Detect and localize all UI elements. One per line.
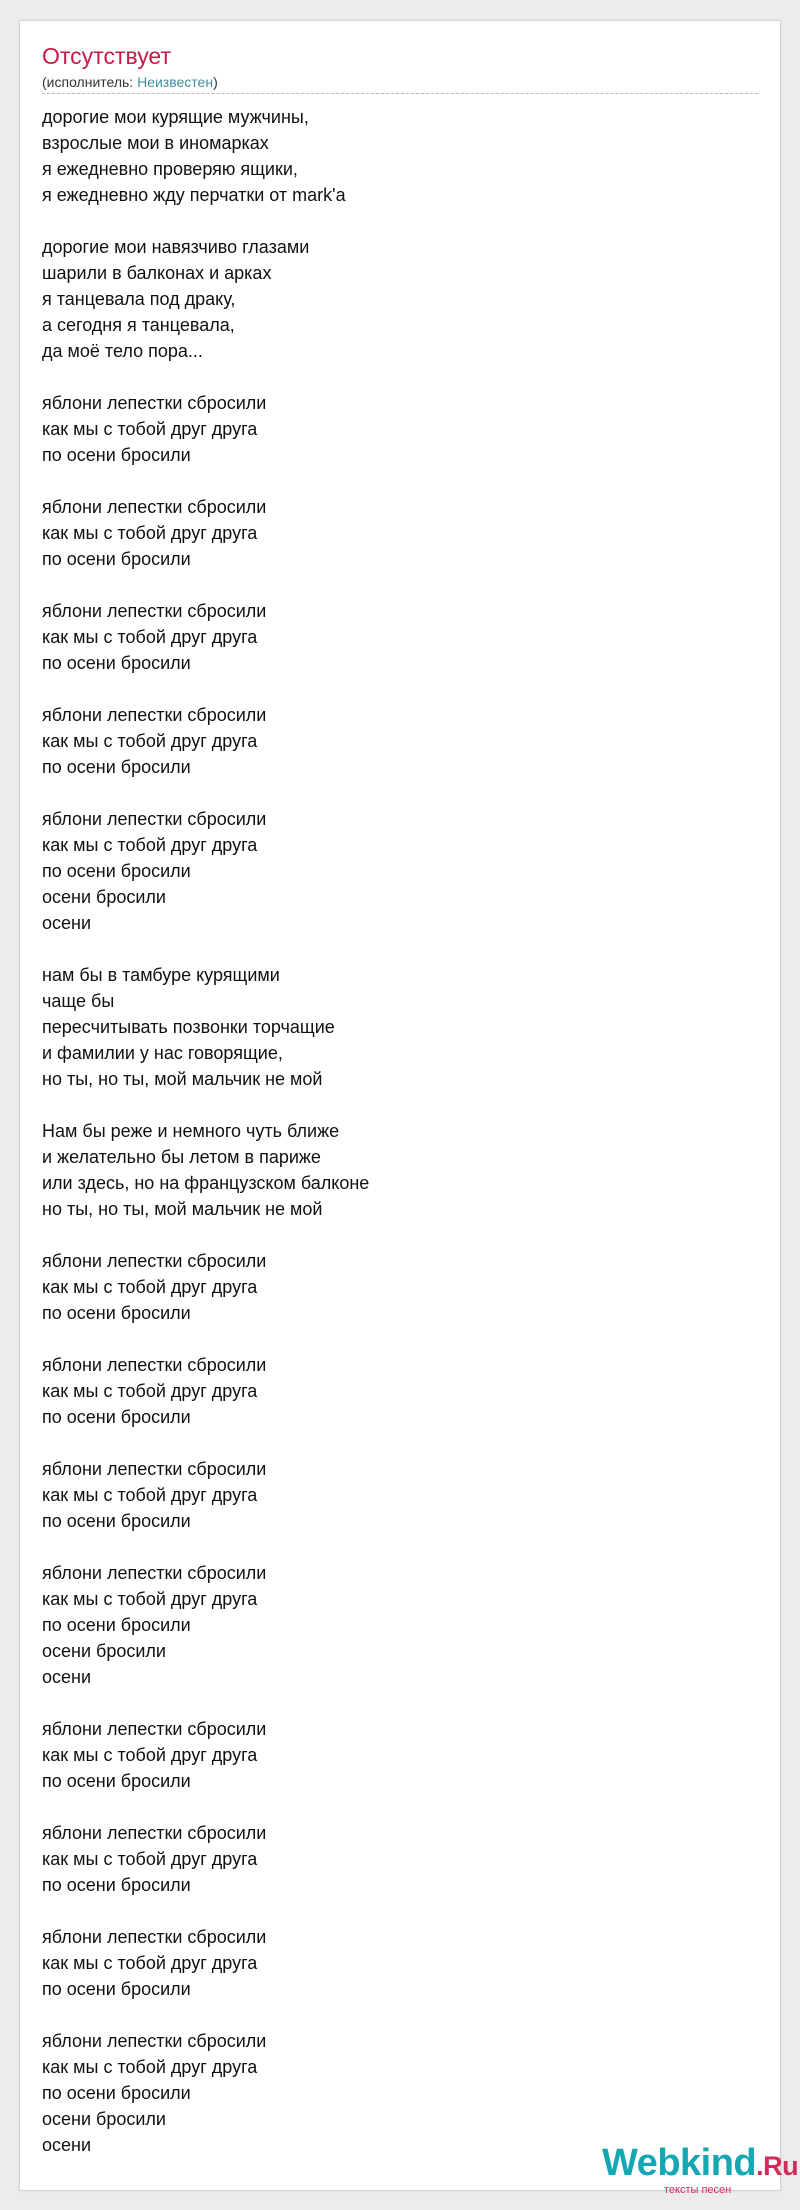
lyrics-line: осени бросили: [42, 887, 166, 907]
lyrics-line: яблони лепестки сбросили: [42, 809, 267, 829]
header-divider: [42, 93, 758, 94]
performer-line: [42, 74, 218, 90]
lyrics-stanza: [42, 962, 742, 1092]
lyrics-line: по осени бросили: [42, 1511, 191, 1531]
lyrics-line: как мы с тобой друг друга: [42, 1485, 258, 1505]
lyrics-stanza: [42, 390, 742, 468]
lyrics-stanza: [42, 1716, 742, 1794]
lyrics-line: яблони лепестки сбросили: [42, 1251, 267, 1271]
lyrics-line: но ты, но ты, мой мальчик не мой: [42, 1199, 323, 1219]
lyrics-line: по осени бросили: [42, 445, 191, 465]
lyrics-line: яблони лепестки сбросили: [42, 1719, 267, 1739]
lyrics-line: по осени бросили: [42, 1771, 191, 1791]
lyrics-line: шарили в балконах и арках: [42, 263, 272, 283]
performer-link[interactable]: Неизвестен: [137, 74, 214, 90]
lyrics-stanza: [42, 494, 742, 572]
lyrics-line: взрослые мои в иномарках: [42, 133, 269, 153]
lyrics-line: яблони лепестки сбросили: [42, 1563, 267, 1583]
lyrics-line: яблони лепестки сбросили: [42, 601, 267, 621]
lyrics-card: [19, 20, 799, 2196]
lyrics-line: я ежедневно жду перчатки от mark'a: [42, 185, 346, 205]
lyrics-line: по осени бросили: [42, 1407, 191, 1427]
lyrics-stanza: [42, 702, 742, 780]
lyrics-stanza: [42, 598, 742, 676]
lyrics-line: дорогие мои курящие мужчины,: [42, 107, 309, 127]
lyrics-body: [42, 104, 742, 2184]
performer-suffix: ): [213, 74, 218, 90]
lyrics-line: по осени бросили: [42, 1303, 191, 1323]
lyrics-stanza: [42, 1820, 742, 1898]
lyrics-line: как мы с тобой друг друга: [42, 419, 258, 439]
lyrics-stanza: [42, 1456, 742, 1534]
lyrics-line: яблони лепестки сбросили: [42, 497, 267, 517]
lyrics-line: осени бросили: [42, 2109, 166, 2129]
lyrics-line: как мы с тобой друг друга: [42, 731, 258, 751]
lyrics-stanza: [42, 234, 742, 364]
lyrics-line: как мы с тобой друг друга: [42, 1745, 258, 1765]
lyrics-line: осени: [42, 2135, 92, 2155]
lyrics-line: пересчитывать позвонки торчащие: [42, 1017, 335, 1037]
lyrics-line: как мы с тобой друг друга: [42, 1849, 258, 1869]
lyrics-stanza: [42, 104, 742, 208]
lyrics-line: по осени бросили: [42, 1979, 191, 1999]
lyrics-line: по осени бросили: [42, 653, 191, 673]
lyrics-line: как мы с тобой друг друга: [42, 1381, 258, 1401]
lyrics-line: по осени бросили: [42, 549, 191, 569]
performer-prefix: (исполнитель:: [42, 74, 138, 90]
lyrics-stanza: [42, 2028, 742, 2158]
lyrics-line: как мы с тобой друг друга: [42, 1589, 258, 1609]
lyrics-line: да моё тело пора...: [42, 341, 203, 361]
lyrics-line: я танцевала под драку,: [42, 289, 236, 309]
lyrics-line: и фамилии у нас говорящие,: [42, 1043, 283, 1063]
lyrics-stanza: [42, 1924, 742, 2002]
logo-tld: .Ru: [756, 2151, 799, 2181]
lyrics-line: яблони лепестки сбросили: [42, 1927, 267, 1947]
lyrics-line: осени бросили: [42, 1641, 166, 1661]
lyrics-line: и желательно бы летом в париже: [42, 1147, 321, 1167]
lyrics-line: нам бы в тамбуре курящими: [42, 965, 280, 985]
lyrics-line: но ты, но ты, мой мальчик не мой: [42, 1069, 323, 1089]
logo-name: Webkind: [602, 2142, 757, 2184]
lyrics-stanza: [42, 806, 742, 936]
lyrics-line: Нам бы реже и немного чуть ближе: [42, 1121, 340, 1141]
lyrics-line: как мы с тобой друг друга: [42, 523, 258, 543]
lyrics-line: осени: [42, 913, 92, 933]
lyrics-line: как мы с тобой друг друга: [42, 1953, 258, 1973]
lyrics-line: как мы с тобой друг друга: [42, 1277, 258, 1297]
lyrics-line: как мы с тобой друг друга: [42, 2057, 258, 2077]
lyrics-line: а сегодня я танцевала,: [42, 315, 235, 335]
lyrics-stanza: [42, 1560, 742, 1690]
lyrics-line: яблони лепестки сбросили: [42, 2031, 267, 2051]
lyrics-line: яблони лепестки сбросили: [42, 1823, 267, 1843]
lyrics-line: я ежедневно проверяю ящики,: [42, 159, 298, 179]
lyrics-line: чаще бы: [42, 991, 115, 1011]
lyrics-stanza: [42, 1118, 742, 1222]
logo-tagline: тексты песен: [664, 2184, 732, 2196]
lyrics-stanza: [42, 1352, 742, 1430]
lyrics-line: яблони лепестки сбросили: [42, 393, 267, 413]
lyrics-line: дорогие мои навязчиво глазами: [42, 237, 310, 257]
lyrics-line: по осени бросили: [42, 2083, 191, 2103]
lyrics-stanza: [42, 1248, 742, 1326]
lyrics-line: или здесь, но на французском балконе: [42, 1173, 370, 1193]
lyrics-line: как мы с тобой друг друга: [42, 835, 258, 855]
song-title: Отсутствует: [42, 43, 171, 69]
lyrics-line: яблони лепестки сбросили: [42, 1459, 267, 1479]
logo-wordmark: [602, 2142, 798, 2185]
lyrics-line: по осени бросили: [42, 757, 191, 777]
lyrics-line: по осени бросили: [42, 861, 191, 881]
lyrics-line: как мы с тобой друг друга: [42, 627, 258, 647]
lyrics-line: осени: [42, 1667, 92, 1687]
lyrics-line: яблони лепестки сбросили: [42, 1355, 267, 1375]
lyrics-line: по осени бросили: [42, 1875, 191, 1895]
lyrics-line: яблони лепестки сбросили: [42, 705, 267, 725]
lyrics-line: по осени бросили: [42, 1615, 191, 1635]
webkind-logo[interactable]: [602, 2142, 798, 2198]
